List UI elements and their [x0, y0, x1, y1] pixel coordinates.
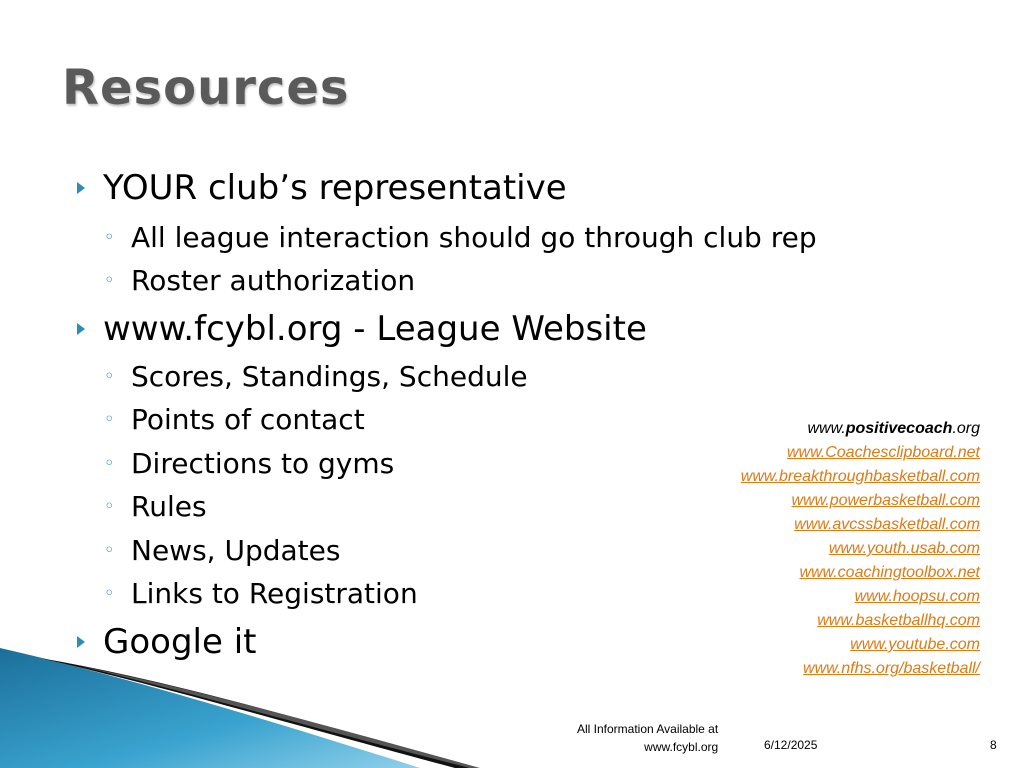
sub-bullet	[104, 221, 817, 255]
footer-info-line1: All Information Available at	[577, 722, 719, 736]
footer-info	[577, 720, 718, 756]
bullet-text: www.fcybl.org - League Website	[103, 309, 647, 349]
sub-bullet	[104, 360, 528, 394]
bullet-arrow-icon	[77, 636, 85, 648]
sub-bullet-text: Scores, Standings, Schedule	[131, 360, 528, 393]
sub-bullet	[104, 403, 365, 437]
bullet-league-website	[103, 309, 647, 349]
sub-bullet	[104, 447, 395, 481]
sub-bullet-ring-icon: ◦	[104, 453, 115, 474]
bullet-club-representative	[103, 168, 567, 208]
sub-bullet-ring-icon: ◦	[104, 409, 115, 430]
sub-bullet-text: Rules	[131, 490, 207, 523]
link-bold: positivecoach	[845, 420, 953, 437]
sub-bullet-text: All league interaction should go through club rep	[131, 221, 817, 254]
sub-bullet	[104, 264, 416, 298]
link-hoopsu[interactable]: www.hoopsu.com	[854, 588, 980, 605]
footer-date: 6/12/2025	[764, 738, 818, 752]
link-youtube[interactable]: www.youtube.com	[850, 636, 980, 653]
link-prefix: www.	[807, 420, 846, 437]
sub-bullet-text: Links to Registration	[131, 577, 418, 610]
bullet-arrow-icon	[77, 323, 85, 335]
sub-bullet-ring-icon: ◦	[104, 227, 115, 248]
slide-title: Resources	[62, 60, 350, 116]
sub-bullet-text: Directions to gyms	[131, 447, 395, 480]
footer-info-line2: www.fcybl.org	[644, 740, 719, 754]
link-youth-usab[interactable]: www.youth.usab.com	[828, 540, 980, 557]
sub-bullet-ring-icon: ◦	[104, 540, 115, 561]
link-nfhs-basketball[interactable]: www.nfhs.org/basketball/	[803, 660, 980, 677]
sub-bullet-ring-icon: ◦	[104, 366, 115, 387]
link-basketballhq[interactable]: www.basketballhq.com	[817, 612, 980, 629]
link-breakthroughbasketball[interactable]: www.breakthroughbasketball.com	[740, 468, 980, 485]
sub-bullet-text: News, Updates	[131, 534, 341, 567]
sub-bullet-ring-icon: ◦	[104, 270, 115, 291]
sub-bullet-text: Roster authorization	[131, 264, 416, 297]
link-suffix: .org	[952, 420, 980, 437]
link-coachingtoolbox[interactable]: www.coachingtoolbox.net	[799, 564, 980, 581]
sub-bullet-ring-icon: ◦	[104, 583, 115, 604]
link-powerbasketball[interactable]: www.powerbasketball.com	[791, 492, 980, 509]
bullet-text: YOUR club’s representative	[103, 168, 567, 208]
sub-bullet	[104, 490, 207, 524]
link-positivecoach	[741, 417, 980, 441]
bullet-text: Google it	[103, 622, 257, 662]
sub-bullet-text: Points of contact	[131, 403, 365, 436]
resource-links	[741, 417, 980, 681]
slide-number: 8	[990, 738, 997, 752]
link-avcssbasketball[interactable]: www.avcssbasketball.com	[794, 516, 980, 533]
sub-bullet-ring-icon: ◦	[104, 496, 115, 517]
sub-bullet	[104, 577, 418, 611]
bullet-google-it	[103, 622, 256, 662]
sub-bullet	[104, 534, 341, 568]
link-coachesclipboard[interactable]: www.Coachesclipboard.net	[787, 444, 980, 461]
bullet-arrow-icon	[77, 182, 85, 194]
